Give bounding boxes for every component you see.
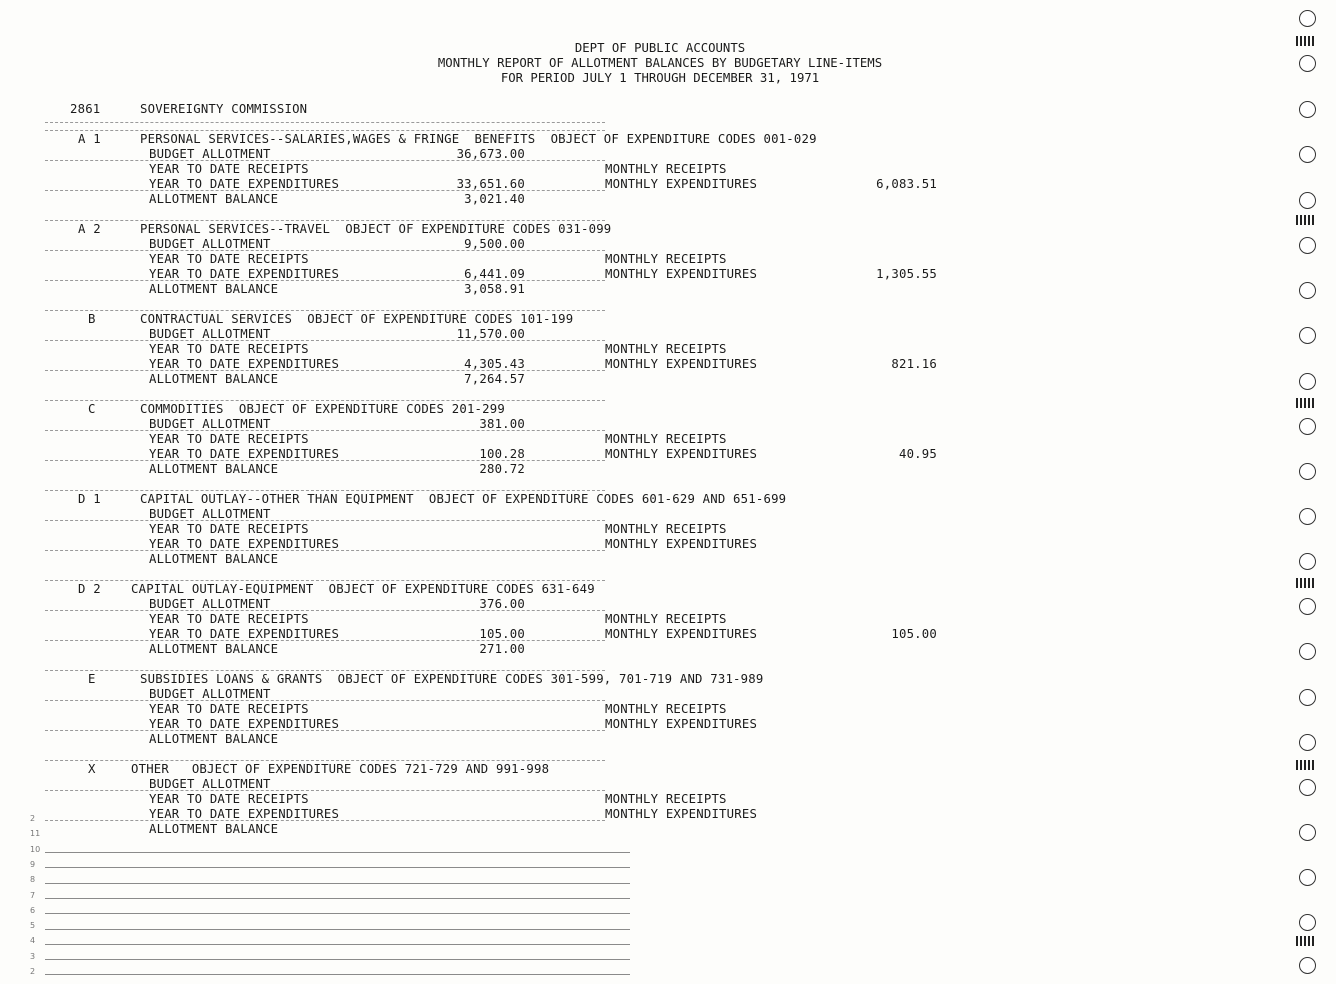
- margin-number: 10: [30, 844, 41, 854]
- feed-hole-icon: [1299, 734, 1316, 751]
- margin-number: 2: [30, 814, 36, 823]
- row-rule: [45, 430, 605, 431]
- section-code: C: [88, 402, 96, 416]
- monthly-receipts-label: MONTHLY RECEIPTS: [605, 432, 727, 446]
- allotment-balance-label: ALLOTMENT BALANCE: [149, 552, 279, 566]
- section-title: COMMODITIES OBJECT OF EXPENDITURE CODES 201-299: [140, 402, 505, 416]
- budget-allotment-label: BUDGET ALLOTMENT: [149, 417, 271, 431]
- blank-form-line: [45, 974, 630, 975]
- ytd-expenditures-label: YEAR TO DATE EXPENDITURES: [149, 267, 340, 281]
- allotment-balance-label: ALLOTMENT BALANCE: [149, 822, 279, 836]
- margin-number: 6: [30, 905, 36, 915]
- allotment-balance-label: ALLOTMENT BALANCE: [149, 732, 279, 746]
- feed-hole-icon: [1299, 146, 1316, 163]
- ytd-receipts-label: YEAR TO DATE RECEIPTS: [149, 432, 309, 446]
- monthly-expenditures-value: 40.95: [898, 447, 937, 461]
- row-rule: [45, 250, 605, 251]
- section-title: PERSONAL SERVICES--TRAVEL OBJECT OF EXPENDITURE CODES 031-099: [140, 222, 612, 236]
- margin-number: 8: [30, 875, 36, 885]
- allotment-balance-label: ALLOTMENT BALANCE: [149, 192, 279, 206]
- ytd-expenditures-label: YEAR TO DATE EXPENDITURES: [149, 537, 340, 551]
- allotment-balance-value: 3,021.40: [464, 192, 525, 206]
- row-rule: [45, 370, 605, 371]
- allotment-balance-label: ALLOTMENT BALANCE: [149, 372, 279, 386]
- blank-form-line: [45, 898, 630, 899]
- row-rule: [45, 190, 605, 191]
- ytd-receipts-label: YEAR TO DATE RECEIPTS: [149, 162, 309, 176]
- ytd-expenditures-value: 33,651.60: [456, 177, 525, 191]
- feed-hole-icon: [1299, 192, 1316, 209]
- budget-allotment-label: BUDGET ALLOTMENT: [149, 777, 271, 791]
- budget-allotment-value: 381.00: [479, 417, 525, 431]
- row-rule: [45, 700, 605, 701]
- ytd-receipts-label: YEAR TO DATE RECEIPTS: [149, 522, 309, 536]
- perforation-mark-icon: [1296, 36, 1316, 46]
- margin-number: 3: [30, 951, 36, 961]
- section-title: CAPITAL OUTLAY-EQUIPMENT OBJECT OF EXPENDITURE CODES 631-649: [131, 582, 595, 596]
- feed-hole-icon: [1299, 418, 1316, 435]
- feed-hole-icon: [1299, 957, 1316, 974]
- perforation-mark-icon: [1296, 215, 1316, 225]
- ytd-expenditures-value: 4,305.43: [464, 357, 525, 371]
- monthly-expenditures-label: MONTHLY EXPENDITURES: [605, 717, 758, 731]
- budget-allotment-label: BUDGET ALLOTMENT: [149, 147, 271, 161]
- monthly-expenditures-value: 105.00: [891, 627, 937, 641]
- ytd-receipts-label: YEAR TO DATE RECEIPTS: [149, 792, 309, 806]
- section-rule: [45, 490, 605, 491]
- blank-form-line: [45, 883, 630, 884]
- budget-allotment-value: 36,673.00: [456, 147, 525, 161]
- monthly-expenditures-label: MONTHLY EXPENDITURES: [605, 267, 758, 281]
- feed-hole-icon: [1299, 55, 1316, 72]
- ytd-expenditures-label: YEAR TO DATE EXPENDITURES: [149, 177, 340, 191]
- feed-hole-icon: [1299, 373, 1316, 390]
- section-code: A 2: [78, 222, 101, 236]
- section-code: B: [88, 312, 96, 326]
- monthly-receipts-label: MONTHLY RECEIPTS: [605, 612, 727, 626]
- row-rule: [45, 820, 605, 821]
- margin-number: 11: [30, 829, 41, 839]
- monthly-expenditures-label: MONTHLY EXPENDITURES: [605, 177, 758, 191]
- feed-hole-icon: [1299, 237, 1316, 254]
- section-code: A 1: [78, 132, 101, 146]
- monthly-receipts-label: MONTHLY RECEIPTS: [605, 162, 727, 176]
- budget-allotment-value: 9,500.00: [464, 237, 525, 251]
- row-rule: [45, 340, 605, 341]
- section-rule: [45, 670, 605, 671]
- monthly-receipts-label: MONTHLY RECEIPTS: [605, 342, 727, 356]
- feed-hole-icon: [1299, 463, 1316, 480]
- allotment-balance-value: 271.00: [479, 642, 525, 656]
- monthly-expenditures-value: 821.16: [891, 357, 937, 371]
- section-title: PERSONAL SERVICES--SALARIES,WAGES & FRINGE BENEFITS OBJECT OF EXPENDITURE CODES 001-029: [140, 132, 817, 146]
- section-title: OTHER OBJECT OF EXPENDITURE CODES 721-729 AND 991-998: [131, 762, 550, 776]
- perforation-mark-icon: [1296, 398, 1316, 408]
- allotment-balance-value: 7,264.57: [464, 372, 525, 386]
- row-rule: [45, 160, 605, 161]
- section-title: CAPITAL OUTLAY--OTHER THAN EQUIPMENT OBJECT OF EXPENDITURE CODES 601-629 AND 651-699: [140, 492, 787, 506]
- section-code: D 2: [78, 582, 101, 596]
- feed-hole-icon: [1299, 689, 1316, 706]
- ytd-expenditures-label: YEAR TO DATE EXPENDITURES: [149, 717, 340, 731]
- row-rule: [45, 610, 605, 611]
- section-code: E: [88, 672, 96, 686]
- monthly-expenditures-label: MONTHLY EXPENDITURES: [605, 447, 758, 461]
- allotment-balance-value: 280.72: [479, 462, 525, 476]
- feed-hole-icon: [1299, 327, 1316, 344]
- section-rule: [45, 400, 605, 401]
- ytd-expenditures-label: YEAR TO DATE EXPENDITURES: [149, 627, 340, 641]
- monthly-receipts-label: MONTHLY RECEIPTS: [605, 702, 727, 716]
- ytd-receipts-label: YEAR TO DATE RECEIPTS: [149, 342, 309, 356]
- feed-hole-icon: [1299, 508, 1316, 525]
- ytd-expenditures-label: YEAR TO DATE EXPENDITURES: [149, 447, 340, 461]
- allotment-balance-label: ALLOTMENT BALANCE: [149, 642, 279, 656]
- allotment-balance-label: ALLOTMENT BALANCE: [149, 282, 279, 296]
- blank-form-line: [45, 867, 630, 868]
- monthly-expenditures-label: MONTHLY EXPENDITURES: [605, 627, 758, 641]
- feed-hole-icon: [1299, 101, 1316, 118]
- monthly-expenditures-label: MONTHLY EXPENDITURES: [605, 807, 758, 821]
- ytd-expenditures-value: 100.28: [479, 447, 525, 461]
- feed-hole-icon: [1299, 553, 1316, 570]
- ytd-receipts-label: YEAR TO DATE RECEIPTS: [149, 702, 309, 716]
- row-rule: [45, 790, 605, 791]
- allotment-balance-value: 3,058.91: [464, 282, 525, 296]
- section-rule: [45, 310, 605, 311]
- ytd-receipts-label: YEAR TO DATE RECEIPTS: [149, 612, 309, 626]
- feed-hole-icon: [1299, 643, 1316, 660]
- budget-allotment-value: 376.00: [479, 597, 525, 611]
- section-rule: [45, 122, 605, 123]
- monthly-receipts-label: MONTHLY RECEIPTS: [605, 252, 727, 266]
- report-title: MONTHLY REPORT OF ALLOTMENT BALANCES BY BUDGETARY LINE-ITEMS: [437, 56, 883, 70]
- blank-form-line: [45, 959, 630, 960]
- budget-allotment-label: BUDGET ALLOTMENT: [149, 327, 271, 341]
- section-title: SUBSIDIES LOANS & GRANTS OBJECT OF EXPENDITURE CODES 301-599, 701-719 AND 731-989: [140, 672, 764, 686]
- section-rule: [45, 130, 605, 131]
- margin-number: 7: [30, 890, 36, 900]
- ytd-expenditures-label: YEAR TO DATE EXPENDITURES: [149, 357, 340, 371]
- report-dept: DEPT OF PUBLIC ACCOUNTS: [574, 41, 746, 55]
- budget-allotment-value: 11,570.00: [456, 327, 525, 341]
- perforation-mark-icon: [1296, 760, 1316, 770]
- section-rule: [45, 760, 605, 761]
- feed-hole-icon: [1299, 779, 1316, 796]
- blank-form-line: [45, 913, 630, 914]
- row-rule: [45, 640, 605, 641]
- perforation-mark-icon: [1296, 578, 1316, 588]
- monthly-expenditures-value: 1,305.55: [876, 267, 937, 281]
- feed-hole-icon: [1299, 598, 1316, 615]
- blank-form-line: [45, 929, 630, 930]
- feed-hole-icon: [1299, 869, 1316, 886]
- row-rule: [45, 520, 605, 521]
- blank-form-line: [45, 944, 630, 945]
- monthly-expenditures-value: 6,083.51: [876, 177, 937, 191]
- agency-name: SOVEREIGNTY COMMISSION: [140, 102, 308, 116]
- row-rule: [45, 730, 605, 731]
- budget-allotment-label: BUDGET ALLOTMENT: [149, 597, 271, 611]
- section-rule: [45, 220, 605, 221]
- monthly-expenditures-label: MONTHLY EXPENDITURES: [605, 537, 758, 551]
- monthly-expenditures-label: MONTHLY EXPENDITURES: [605, 357, 758, 371]
- margin-number: 9: [30, 859, 36, 869]
- budget-allotment-label: BUDGET ALLOTMENT: [149, 237, 271, 251]
- monthly-receipts-label: MONTHLY RECEIPTS: [605, 792, 727, 806]
- ytd-receipts-label: YEAR TO DATE RECEIPTS: [149, 252, 309, 266]
- blank-form-line: [45, 852, 630, 853]
- budget-allotment-label: BUDGET ALLOTMENT: [149, 687, 271, 701]
- ytd-expenditures-value: 105.00: [479, 627, 525, 641]
- section-code: X: [88, 762, 96, 776]
- section-title: CONTRACTUAL SERVICES OBJECT OF EXPENDITURE CODES 101-199: [140, 312, 574, 326]
- margin-number: 4: [30, 936, 36, 946]
- agency-code: 2861: [70, 102, 101, 116]
- allotment-balance-label: ALLOTMENT BALANCE: [149, 462, 279, 476]
- feed-hole-icon: [1299, 10, 1316, 27]
- row-rule: [45, 280, 605, 281]
- section-code: D 1: [78, 492, 101, 506]
- monthly-receipts-label: MONTHLY RECEIPTS: [605, 522, 727, 536]
- feed-hole-icon: [1299, 824, 1316, 841]
- report-period: FOR PERIOD JULY 1 THROUGH DECEMBER 31, 1971: [500, 71, 820, 85]
- ytd-expenditures-label: YEAR TO DATE EXPENDITURES: [149, 807, 340, 821]
- ytd-expenditures-value: 6,441.09: [464, 267, 525, 281]
- row-rule: [45, 460, 605, 461]
- section-rule: [45, 580, 605, 581]
- margin-number: 5: [30, 921, 36, 931]
- feed-hole-icon: [1299, 282, 1316, 299]
- margin-number: 2: [30, 967, 36, 976]
- budget-allotment-label: BUDGET ALLOTMENT: [149, 507, 271, 521]
- feed-hole-icon: [1299, 914, 1316, 931]
- perforation-mark-icon: [1296, 936, 1316, 946]
- row-rule: [45, 550, 605, 551]
